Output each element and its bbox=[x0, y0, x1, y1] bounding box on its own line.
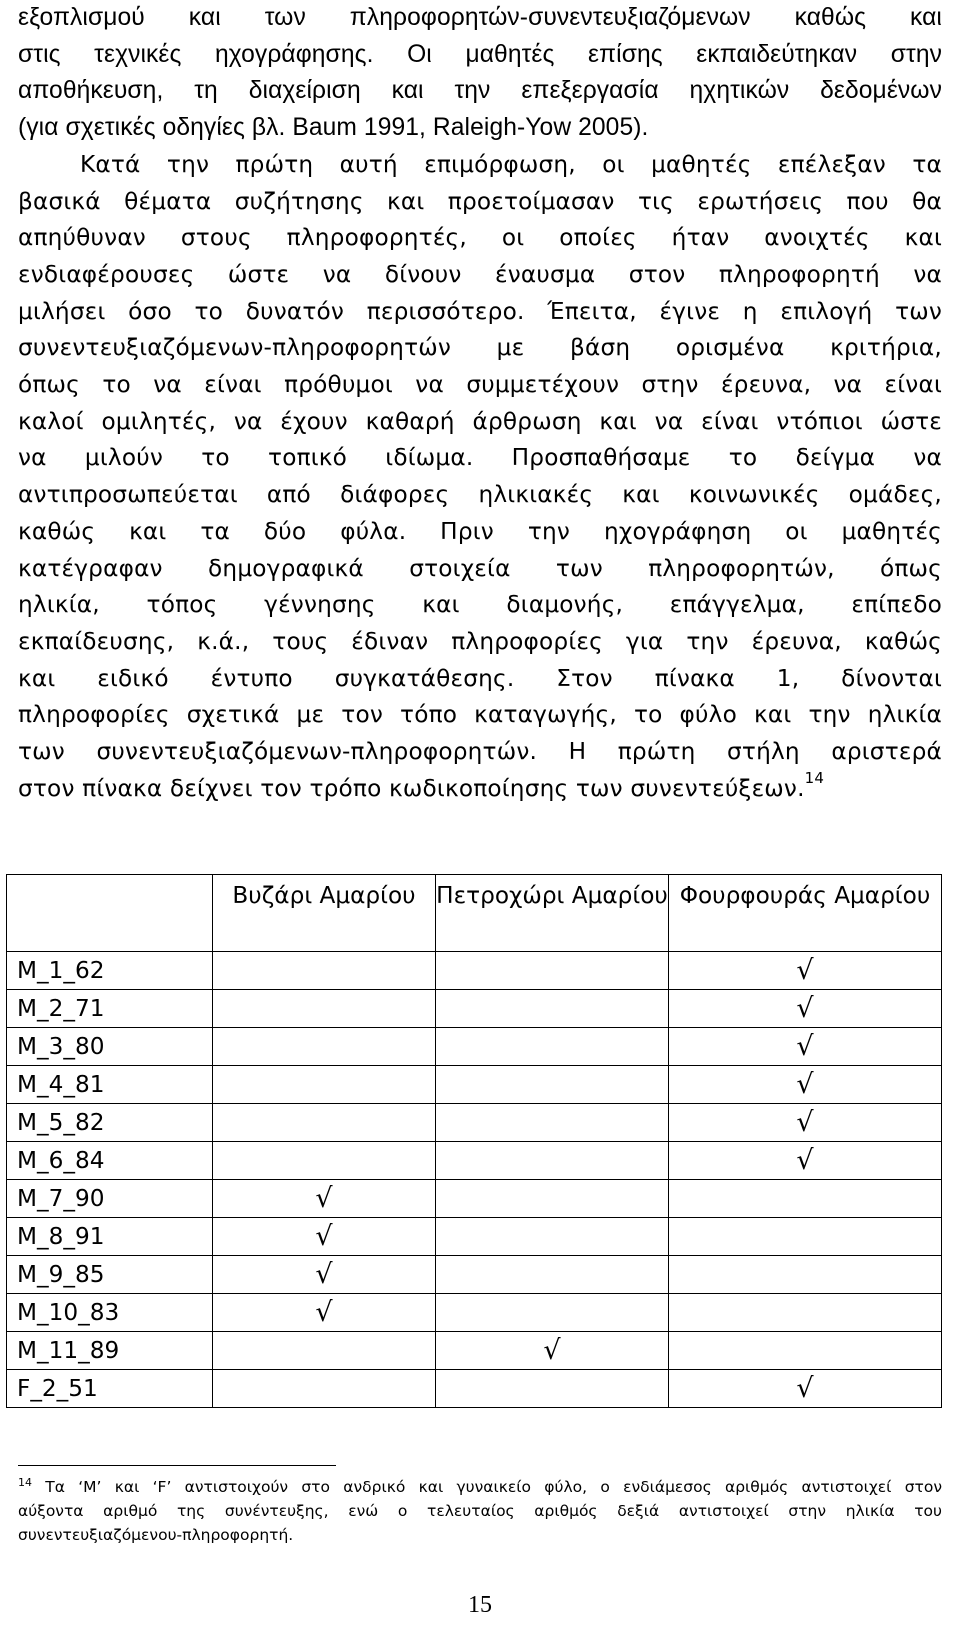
village-cell bbox=[213, 1066, 436, 1104]
table-row bbox=[7, 1066, 942, 1104]
text-line-content: στον πίνακα δείχνει τον τρόπο κωδικοποίησης των συνεντεύξεων. bbox=[18, 774, 805, 802]
checkmark-icon: √ bbox=[796, 1145, 814, 1176]
village-cell bbox=[436, 1218, 669, 1256]
table-row bbox=[7, 952, 942, 990]
village-cell bbox=[669, 990, 942, 1028]
village-cell bbox=[669, 952, 942, 990]
text-line: μιλήσει όσο το δυνατόν περισσότερο. Έπειτα, έγινε η επιλογή των bbox=[18, 297, 942, 325]
village-cell bbox=[669, 1066, 942, 1104]
text-line: να μιλούν το τοπικό ιδίωμα. Προσπαθήσαμε το δείγμα να bbox=[18, 444, 942, 472]
checkmark-icon: √ bbox=[543, 1335, 561, 1366]
village-cell bbox=[213, 1332, 436, 1370]
village-cell bbox=[213, 1256, 436, 1294]
footnote-line: συνεντευξιαζόμενου-πληροφορητή. bbox=[18, 1526, 294, 1544]
village-cell bbox=[669, 1332, 942, 1370]
text-line: (για σχετικές οδηγίες βλ. Baum 1991, Raleigh-Yow 2005). bbox=[18, 114, 649, 142]
informant-code-cell: M_6_84 bbox=[7, 1142, 213, 1180]
table-row bbox=[7, 1294, 942, 1332]
footnote bbox=[18, 1475, 942, 1547]
village-cell bbox=[213, 1142, 436, 1180]
village-cell bbox=[436, 1294, 669, 1332]
header-cell-code bbox=[7, 875, 213, 952]
table-row bbox=[7, 1332, 942, 1370]
informants-table bbox=[6, 874, 942, 1408]
footnote-separator bbox=[18, 1465, 336, 1466]
informant-code-cell: M_4_81 bbox=[7, 1066, 213, 1104]
village-cell bbox=[213, 1370, 436, 1408]
footnote-line: $^{14}$ Τα ‘M’ και ‘F’ αντιστοιχούν στο ανδρικό και γυναικείο φύλο, ο ενδιάμεσος αριθμός αντιστοιχεί στον bbox=[18, 1476, 942, 1496]
checkmark-icon: √ bbox=[796, 1069, 814, 1100]
informant-code-cell: M_1_62 bbox=[7, 952, 213, 990]
village-cell bbox=[436, 1180, 669, 1218]
village-cell bbox=[436, 1332, 669, 1370]
text-line: συνεντευξιαζόμενων-πληροφορητών με βάση ορισμένα κριτήρια, bbox=[18, 334, 942, 362]
informant-code-cell: M_9_85 bbox=[7, 1256, 213, 1294]
text-line: καθώς και τα δύο φύλα. Πριν την ηχογράφηση οι μαθητές bbox=[18, 517, 942, 545]
checkmark-icon: √ bbox=[315, 1221, 333, 1252]
village-cell bbox=[669, 1370, 942, 1408]
village-cell bbox=[436, 952, 669, 990]
text-line: και ειδικό έντυπο συγκατάθεσης. Στον πίνακα 1, δίνονται bbox=[18, 664, 942, 692]
text-line: καλοί ομιλητές, να έχουν καθαρή άρθρωση και να είναι ντόπιοι ώστε bbox=[18, 407, 942, 435]
village-cell bbox=[436, 1028, 669, 1066]
table-row bbox=[7, 1142, 942, 1180]
text-line: απηύθυναν στους πληροφορητές, οι οποίες ήταν ανοιχτές και bbox=[18, 224, 942, 252]
body-paragraph bbox=[18, 0, 942, 807]
footnote-number: 14 bbox=[18, 1476, 32, 1489]
informant-code-cell: M_8_91 bbox=[7, 1218, 213, 1256]
village-cell bbox=[436, 1256, 669, 1294]
village-cell bbox=[669, 1028, 942, 1066]
village-cell bbox=[436, 990, 669, 1028]
informant-code-cell: M_2_71 bbox=[7, 990, 213, 1028]
village-cell bbox=[669, 1256, 942, 1294]
village-cell bbox=[669, 1218, 942, 1256]
village-cell bbox=[436, 1066, 669, 1104]
text-line: εκπαίδευσης, κ.ά., τους έδιναν πληροφορίες για την έρευνα, καθώς bbox=[18, 627, 942, 655]
informant-code-cell: M_11_89 bbox=[7, 1332, 213, 1370]
checkmark-icon: √ bbox=[796, 993, 814, 1024]
text-line: όπως το να είναι πρόθυμοι να συμμετέχουν στην έρευνα, να είναι bbox=[18, 371, 942, 399]
checkmark-icon: √ bbox=[796, 1373, 814, 1404]
text-line: βασικά θέματα συζήτησης και προετοίμασαν τις ερωτήσεις που θα bbox=[18, 187, 942, 215]
informant-code-cell: M_5_82 bbox=[7, 1104, 213, 1142]
text-line: πληροφορίες σχετικά με τον τόπο καταγωγής, το φύλο και την ηλικία bbox=[18, 701, 942, 729]
checkmark-icon: √ bbox=[796, 1107, 814, 1138]
footnote-reference[interactable]: 14 bbox=[804, 768, 825, 787]
village-cell bbox=[213, 1294, 436, 1332]
village-cell bbox=[669, 1294, 942, 1332]
text-line: των συνεντευξιαζόμενων-πληροφορητών. Η πρώτη στήλη αριστερά bbox=[18, 738, 942, 766]
informant-code-cell: F_2_51 bbox=[7, 1370, 213, 1408]
informant-code-cell: M_3_80 bbox=[7, 1028, 213, 1066]
table-row bbox=[7, 1180, 942, 1218]
village-cell bbox=[669, 1104, 942, 1142]
checkmark-icon: √ bbox=[796, 1031, 814, 1062]
village-cell bbox=[213, 1180, 436, 1218]
text-line: ηλικία, τόπος γέννησης και διαμονής, επάγγελμα, επίπεδο bbox=[18, 591, 942, 619]
page-number: 15 bbox=[468, 1592, 492, 1618]
village-cell bbox=[213, 1028, 436, 1066]
text-line: αποθήκευση, τη διαχείριση και την επεξεργασία ηχητικών δεδομένων bbox=[18, 77, 942, 105]
header-cell-fourfouras: Φουρφουράς Αμαρίου bbox=[669, 875, 942, 952]
footnote-line: αύξοντα αριθμό της συνέντευξης, ενώ ο τελευταίος αριθμός δεξιά αντιστοιχεί στην ηλικία του bbox=[18, 1502, 942, 1520]
text-line bbox=[18, 768, 942, 808]
village-cell bbox=[436, 1142, 669, 1180]
checkmark-icon: √ bbox=[796, 955, 814, 986]
text-line: ενδιαφέρουσες ώστε να δίνουν έναυσμα στον πληροφορητή να bbox=[18, 260, 942, 288]
table-header-row bbox=[7, 875, 942, 952]
checkmark-icon: √ bbox=[315, 1259, 333, 1290]
checkmark-icon: √ bbox=[315, 1297, 333, 1328]
village-cell bbox=[436, 1104, 669, 1142]
village-cell bbox=[436, 1370, 669, 1408]
header-cell-vyzari: Βυζάρι Αμαρίου bbox=[213, 875, 436, 952]
table-row bbox=[7, 1370, 942, 1408]
village-cell bbox=[213, 990, 436, 1028]
village-cell bbox=[213, 1218, 436, 1256]
text-line: κατέγραφαν δημογραφικά στοιχεία των πληροφορητών, όπως bbox=[18, 554, 942, 582]
village-cell bbox=[213, 1104, 436, 1142]
header-cell-petrochori: Πετροχώρι Αμαρίου bbox=[436, 875, 669, 952]
text-line: αντιπροσωπεύεται από διάφορες ηλικιακές και κοινωνικές ομάδες, bbox=[18, 481, 942, 509]
table-body bbox=[7, 952, 942, 1408]
table-row bbox=[7, 1256, 942, 1294]
page-body bbox=[18, 0, 942, 807]
village-cell bbox=[669, 1180, 942, 1218]
text-line: Κατά την πρώτη αυτή επιμόρφωση, οι μαθητές επέλεξαν τα bbox=[80, 150, 942, 178]
table-row bbox=[7, 1104, 942, 1142]
informant-code-cell: M_10_83 bbox=[7, 1294, 213, 1332]
informant-code-cell: M_7_90 bbox=[7, 1180, 213, 1218]
table-row bbox=[7, 1028, 942, 1066]
village-cell bbox=[213, 952, 436, 990]
checkmark-icon: √ bbox=[315, 1183, 333, 1214]
text-line: εξοπλισμού και των πληροφορητών-συνεντευξιαζόμενων καθώς και bbox=[18, 4, 942, 31]
village-cell bbox=[669, 1142, 942, 1180]
table-row bbox=[7, 990, 942, 1028]
table-row bbox=[7, 1218, 942, 1256]
text-line: στις τεχνικές ηχογράφησης. Οι μαθητές επίσης εκπαιδεύτηκαν στην bbox=[18, 40, 942, 68]
